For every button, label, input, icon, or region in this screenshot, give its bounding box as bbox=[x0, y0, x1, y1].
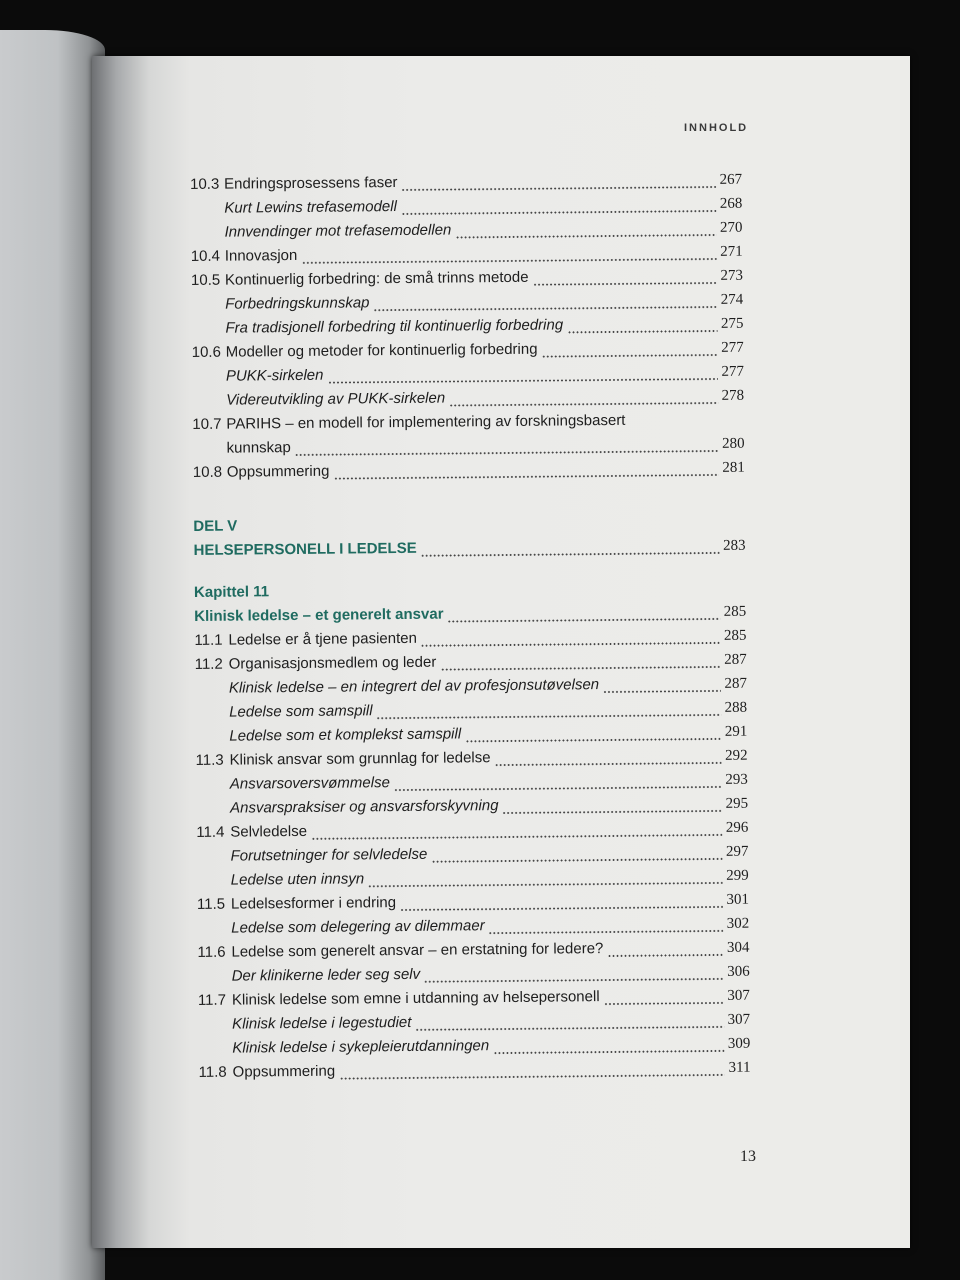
entry-title: Innovasjon bbox=[224, 246, 298, 265]
leader-dots bbox=[328, 378, 718, 384]
page-number: 275 bbox=[720, 315, 744, 332]
page-number: 283 bbox=[722, 537, 746, 554]
entry-title: Der klinikerne leder seg selv bbox=[231, 965, 421, 985]
page-number: 304 bbox=[726, 939, 750, 956]
page-number: 288 bbox=[724, 699, 748, 716]
section-number: 11.6 bbox=[197, 943, 226, 961]
page-folio: 13 bbox=[740, 1148, 756, 1165]
entry-title: Oppsummering bbox=[226, 462, 330, 481]
entry-title: Ledelsesformer i endring bbox=[230, 894, 397, 913]
chapter-number: Kapittel 11 bbox=[193, 583, 270, 601]
page-number: 273 bbox=[720, 267, 744, 284]
leader-dots bbox=[493, 1050, 724, 1054]
entry-title: Oppsummering bbox=[232, 1062, 336, 1081]
entry-title: Ledelse som delegering av dilemmaer bbox=[231, 917, 485, 937]
leader-dots bbox=[603, 690, 720, 693]
page-number: 311 bbox=[728, 1059, 751, 1076]
leader-dots bbox=[424, 978, 723, 983]
entry-title: Ansvarsoversvømmelse bbox=[229, 774, 390, 793]
page-number: 285 bbox=[723, 627, 747, 644]
leader-dots bbox=[374, 306, 717, 311]
page-number: 293 bbox=[725, 771, 748, 788]
leader-dots bbox=[368, 882, 722, 887]
page-number: 297 bbox=[725, 843, 749, 860]
page-number: 302 bbox=[726, 915, 750, 932]
chapter-title: Klinisk ledelse – et generelt ansvar bbox=[194, 605, 444, 625]
part-number: DEL V bbox=[193, 517, 238, 535]
entry-title: PARIHS – en modell for implementering av forskningsbasert bbox=[226, 411, 626, 433]
leader-dots bbox=[604, 1002, 724, 1005]
page-number: 287 bbox=[724, 651, 747, 668]
leader-dots bbox=[533, 282, 717, 286]
entry-title: Organisasjonsmedlem og leder bbox=[228, 653, 437, 673]
entry-title: Videreutvikling av PUKK-sirkelen bbox=[226, 389, 446, 409]
section-number: 11.3 bbox=[195, 751, 224, 769]
leader-dots bbox=[448, 618, 720, 623]
page-number: 277 bbox=[721, 363, 744, 380]
page-number: 287 bbox=[724, 675, 747, 692]
leader-dots bbox=[495, 762, 722, 766]
facing-page-edge bbox=[0, 30, 105, 1280]
leader-dots bbox=[421, 642, 720, 647]
entry-title: Fra tradisjonell forbedring til kontinuerlig forbedring bbox=[225, 316, 564, 337]
leader-dots bbox=[421, 552, 719, 557]
entry-title: Forbedringskunnskap bbox=[225, 294, 370, 313]
entry-title: Ledelse som generelt ansvar – en erstatning for ledere? bbox=[231, 940, 604, 961]
leader-dots bbox=[301, 258, 716, 264]
section-number: 10.8 bbox=[192, 463, 223, 481]
entry-title: Endringsprosessens faser bbox=[223, 174, 398, 193]
page-number: 277 bbox=[721, 339, 744, 356]
section-number: 11.2 bbox=[194, 655, 223, 673]
page-number: 301 bbox=[726, 891, 750, 908]
leader-dots bbox=[400, 906, 722, 911]
section-number: 11.7 bbox=[197, 991, 227, 1009]
page-number: 285 bbox=[723, 603, 747, 620]
section-number: 10.7 bbox=[192, 415, 222, 433]
leader-dots bbox=[401, 210, 716, 215]
page-number: 292 bbox=[725, 747, 748, 764]
leader-dots bbox=[542, 354, 718, 358]
section-number: 10.4 bbox=[190, 247, 221, 265]
entry-title: PUKK-sirkelen bbox=[225, 366, 324, 385]
leader-dots bbox=[415, 1026, 723, 1031]
page-number: 280 bbox=[722, 435, 745, 452]
entry-title: Forutsetninger for selvledelse bbox=[230, 845, 428, 865]
leader-dots bbox=[465, 738, 721, 742]
section-number: 10.3 bbox=[190, 175, 220, 193]
section-number: 10.6 bbox=[191, 343, 221, 361]
leader-dots bbox=[431, 858, 722, 863]
section-number: 11.8 bbox=[198, 1063, 227, 1081]
entry-title: Ledelse som et komplekst samspill bbox=[229, 725, 462, 745]
page-number: 309 bbox=[727, 1035, 751, 1052]
entry-title: Kontinuerlig forbedring: de små trinns metode bbox=[224, 268, 529, 289]
section-number: 11.1 bbox=[194, 631, 223, 649]
leader-dots bbox=[333, 474, 718, 480]
leader-dots bbox=[394, 786, 721, 791]
section-number: 11.4 bbox=[196, 823, 225, 841]
section-number: 10.5 bbox=[190, 271, 221, 289]
leader-dots bbox=[440, 666, 720, 671]
page-number: 295 bbox=[725, 795, 749, 812]
page-number: 306 bbox=[727, 963, 750, 980]
page-number: 268 bbox=[719, 195, 743, 212]
entry-title: Ledelse uten innsyn bbox=[230, 870, 365, 889]
page-number: 274 bbox=[720, 291, 744, 308]
page-number: 296 bbox=[725, 819, 749, 836]
section-number: 11.5 bbox=[196, 895, 226, 913]
entry-title: Ledelse er å tjene pasienten bbox=[228, 629, 418, 649]
entry-title: Klinisk ledelse – en integrert del av profesjonsutøvelsen bbox=[228, 676, 600, 697]
page-number: 267 bbox=[719, 171, 743, 188]
entry-title: Klinisk ledelse som emne i utdanning av helsepersonell bbox=[231, 988, 600, 1009]
leader-dots bbox=[455, 234, 716, 239]
entry-title: Kurt Lewins trefasemodell bbox=[224, 198, 397, 217]
page-number: 278 bbox=[721, 387, 745, 404]
entry-title-continued: kunnskap bbox=[226, 439, 291, 457]
leader-dots bbox=[449, 402, 718, 407]
page-number: 299 bbox=[726, 867, 749, 884]
entry-title: Klinisk ledelse i sykepleierutdanningen bbox=[232, 1037, 490, 1057]
page-number: 281 bbox=[722, 459, 745, 476]
entry-title: Klinisk ansvar som grunnlag for ledelse bbox=[229, 749, 491, 769]
entry-title: Selvledelse bbox=[230, 822, 308, 841]
entry-title: Ledelse som samspill bbox=[229, 702, 373, 721]
leader-dots bbox=[295, 450, 718, 456]
entry-title: Ansvarspraksiser og ansvarsforskyvning bbox=[229, 797, 499, 817]
entry-title: Modeller og metoder for kontinuerlig forbedring bbox=[225, 340, 538, 361]
leader-dots bbox=[339, 1074, 725, 1080]
page-number: 271 bbox=[720, 243, 743, 260]
entry-title: Klinisk ledelse i legestudiet bbox=[232, 1013, 412, 1033]
running-head: INNHOLD bbox=[684, 122, 749, 134]
leader-dots bbox=[377, 714, 721, 719]
page-number: 307 bbox=[727, 1011, 751, 1028]
leader-dots bbox=[503, 810, 722, 814]
page-number: 270 bbox=[719, 219, 743, 236]
leader-dots bbox=[567, 330, 717, 333]
leader-dots bbox=[402, 186, 716, 191]
page-number: 291 bbox=[724, 723, 748, 740]
leader-dots bbox=[311, 834, 722, 840]
entry-title: Innvendinger mot trefasemodellen bbox=[224, 221, 452, 241]
leader-dots bbox=[607, 954, 723, 957]
leader-dots bbox=[489, 930, 723, 934]
page-number: 307 bbox=[727, 987, 750, 1004]
part-title: HELSEPERSONELL I LEDELSE bbox=[193, 539, 417, 559]
